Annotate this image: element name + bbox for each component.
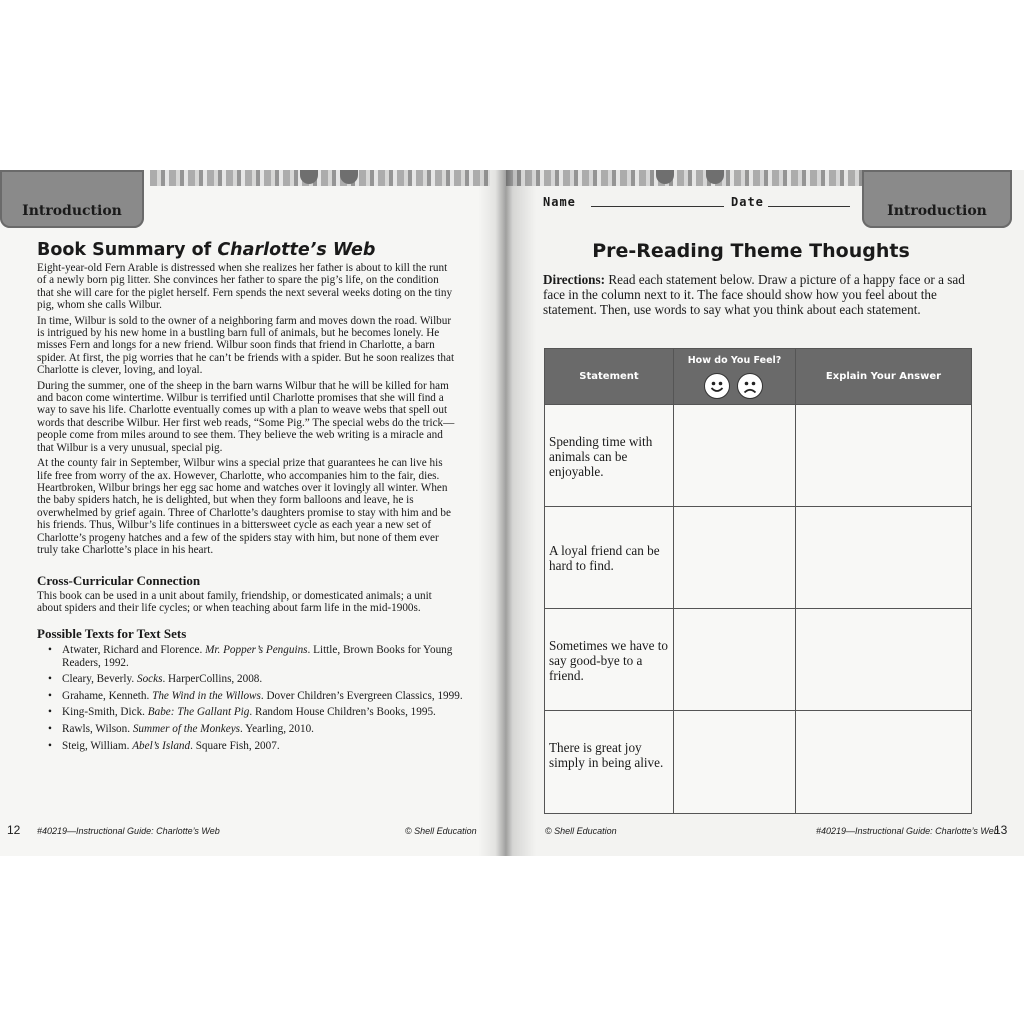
theme-table <box>544 348 972 814</box>
decorative-border <box>506 170 866 186</box>
list-item <box>48 673 468 686</box>
col-statement-header: Statement <box>579 371 639 382</box>
book-spread <box>0 170 1024 856</box>
page-number: 13 <box>994 823 1008 837</box>
footer-right: #40219—Instructional Guide: Charlotte’s Web <box>816 826 999 836</box>
cross-curricular-text: This book can be used in a unit about family, friendship, or domesticated animals; a unit about spiders and their life cycles; or when teaching about farm life in the mid-1900s. <box>37 590 432 615</box>
statement-cell: A loyal friend can be hard to find. <box>549 543 660 574</box>
col-explain-header: Explain Your Answer <box>825 371 942 382</box>
explain-answer-cell[interactable] <box>796 405 971 506</box>
list-item <box>48 690 468 703</box>
summary-paragraph: Eight-year-old Fern Arable is distressed when she realizes her father is about to kill the runt of a newly born pig litter. She convinces her father to spare the pig’s life, on the condition that she will care for the piglet herself. Fern spends the next several weeks doting on the tiny pig, whom she calls Wilbur. <box>37 262 453 312</box>
text-publisher: . Yearling, 2010. <box>240 722 314 735</box>
text-author: Atwater, Richard and Florence. <box>62 644 206 656</box>
text-publisher: . Random House Children’s Books, 1995. <box>249 706 436 719</box>
text-publisher: . Little, Brown Books for Young Readers, 1992. <box>62 644 453 669</box>
list-item <box>48 723 468 736</box>
summary-paragraph: At the county fair in September, Wilbur wins a special prize that guarantees he can live his life free from worry of the ax. However, Charlotte, who accompanies him to the fair, dies. Heartbroken, Wilbur brings her egg sac home and watches over it lovingly all winter. When the baby spiders hatch, he is delighted, but when they form balloons and leave, he is overwhelmed by grief again. Three of Charlotte’s daughters promise to stay with him and be his friends. Thus, Wilbur’s life continues in a bittersweet cycle as each year a new set of Charlotte’s progeny hatches and a few of the spiders stay with him, but none of them ever truly take Charlotte’s place in his heart. <box>37 457 451 556</box>
book-gutter <box>478 170 536 856</box>
explain-answer-cell[interactable] <box>796 609 971 710</box>
text-publisher: . HarperCollins, 2008. <box>162 673 263 686</box>
text-publisher: . Square Fish, 2007. <box>190 739 280 752</box>
text-publisher: . Dover Children’s Evergreen Classics, 1999. <box>260 689 463 702</box>
list-item <box>48 740 468 753</box>
footer-left: © Shell Education <box>545 826 617 836</box>
feel-answer-cell[interactable] <box>674 711 795 813</box>
text-author: Cleary, Beverly. <box>62 673 137 686</box>
cross-curricular-heading: Cross-Curricular Connection <box>37 573 201 588</box>
texts-heading: Possible Texts for Text Sets <box>37 626 187 641</box>
name-label: Name <box>543 195 576 209</box>
summary-title-book: Charlotte’s Web <box>217 240 376 260</box>
text-title: Summer of the Monkeys <box>132 722 241 735</box>
footer-left: #40219—Instructional Guide: Charlotte’s Web <box>37 826 220 836</box>
summary-paragraph: In time, Wilbur is sold to the owner of a neighboring farm and moves down the road. Wilbur is intrigued by his new home in a bustling barn full of animals, but he becomes lonely. He misses Fern and longs for a new friend. Wilbur soon finds that friend in Charlotte, a barn spider. At first, the pig worries that he can’t be friends with a spider. But he soon realizes that Charlotte is clever, loving, and loyal. <box>37 314 455 377</box>
col-feel-label: How do You Feel? <box>687 355 782 366</box>
statement-cell: Spending time with animals can be enjoyable. <box>549 434 653 480</box>
sad-face-icon <box>737 373 763 399</box>
footer-right: © Shell Education <box>405 826 477 836</box>
right-page <box>506 170 1024 856</box>
feel-answer-cell[interactable] <box>674 405 795 506</box>
statement-cell: There is great joy simply in being alive. <box>549 740 664 771</box>
text-author: King-Smith, Dick. <box>62 706 148 719</box>
list-item <box>48 644 468 669</box>
page-number: 12 <box>7 823 21 837</box>
directions <box>543 272 978 318</box>
section-tab-label: Introduction <box>22 203 122 219</box>
directions-label: Directions: <box>543 272 606 287</box>
text-title: Babe: The Gallant Pig <box>147 706 250 719</box>
decorative-border <box>150 170 490 186</box>
explain-answer-cell[interactable] <box>796 711 971 813</box>
explain-answer-cell[interactable] <box>796 507 971 608</box>
text-author: Steig, William. <box>62 739 133 752</box>
name-field[interactable] <box>591 206 724 207</box>
happy-face-icon <box>704 373 730 399</box>
list-item <box>48 706 468 719</box>
table-header <box>545 349 971 404</box>
feel-answer-cell[interactable] <box>674 507 795 608</box>
summary-paragraph: During the summer, one of the sheep in the barn warns Wilbur that he will be killed for ham and bacon come wintertime. Wilbur is terrified until Charlotte promises that she will find a way to save his life. Charlotte eventually comes up with a plan to weave webs that spell out words that describe Wilbur. Her first web reads, “Some Pig.” The special webs do the trick—people come from miles around to see them. They believe the web writing is a miracle and that Wilbur is a very unusual, special pig. <box>37 379 455 454</box>
summary-title-prefix: Book Summary of <box>37 240 218 260</box>
summary-body <box>37 262 457 559</box>
col-feel-header <box>674 349 795 404</box>
text-title: Socks <box>136 673 163 686</box>
summary-title <box>37 240 375 260</box>
directions-text: Read each statement below. Draw a picture of a happy face or a sad face in the column next to it. The face should show how you feel about the statement. Then, use words to say what you think about each statement. <box>543 272 965 318</box>
section-tab-label: Introduction <box>887 203 987 219</box>
text-title: Abel’s Island <box>132 739 191 752</box>
left-page <box>0 170 506 856</box>
page-title: Pre-Reading Theme Thoughts <box>592 240 910 262</box>
section-tab <box>0 170 144 228</box>
text-author: Grahame, Kenneth. <box>62 689 153 702</box>
texts-list <box>48 644 468 756</box>
section-tab <box>862 170 1012 228</box>
date-label: Date <box>731 195 764 209</box>
text-author: Rawls, Wilson. <box>62 722 133 735</box>
feel-answer-cell[interactable] <box>674 609 795 710</box>
statement-cell: Sometimes we have to say good-bye to a friend. <box>549 638 669 684</box>
date-field[interactable] <box>768 206 850 207</box>
text-title: Mr. Popper’s Penguins <box>205 644 308 656</box>
text-title: The Wind in the Willows <box>152 689 261 702</box>
